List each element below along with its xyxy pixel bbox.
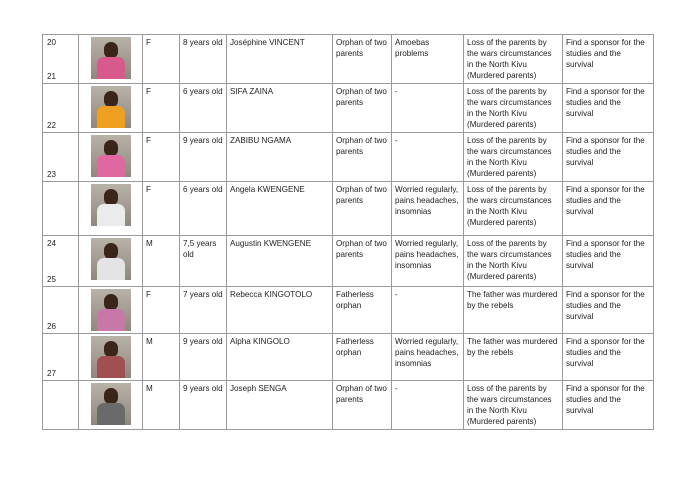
photo-cell xyxy=(79,35,143,84)
need-cell: Find a sponsor for the studies and the survival xyxy=(563,334,654,381)
cause-cell: Loss of the parents by the wars circumstances in the North Kivu (Murdered parents) xyxy=(464,35,563,84)
health-cell: - xyxy=(392,287,464,334)
child-photo-head xyxy=(104,91,118,107)
age-cell: 9 years old xyxy=(180,133,227,182)
orphans-table xyxy=(42,34,654,430)
name-cell: Angela KWENGENE xyxy=(227,182,333,236)
row-number-bottom: 23 xyxy=(47,170,57,179)
age-cell: 9 years old xyxy=(180,381,227,430)
age-cell: 9 years old xyxy=(180,334,227,381)
need-cell: Find a sponsor for the studies and the survival xyxy=(563,381,654,430)
row-number-bottom: 25 xyxy=(47,275,57,284)
need-cell: Find a sponsor for the studies and the survival xyxy=(563,182,654,236)
sex-cell: F xyxy=(143,133,180,182)
child-photo-head xyxy=(104,388,118,404)
sex-cell: M xyxy=(143,381,180,430)
health-cell: Worried regularly, pains headaches, insomnias xyxy=(392,236,464,287)
table-row xyxy=(43,35,654,84)
name-cell: Rebecca KINGOTOLO xyxy=(227,287,333,334)
child-photo-head xyxy=(104,243,118,259)
need-cell: Find a sponsor for the studies and the survival xyxy=(563,35,654,84)
table-row xyxy=(43,133,654,182)
row-number-cell xyxy=(43,84,79,133)
health-cell: - xyxy=(392,381,464,430)
sex-cell: F xyxy=(143,182,180,236)
name-cell: Joseph SENGA xyxy=(227,381,333,430)
photo-cell xyxy=(79,182,143,236)
orphan-status-cell: Orphan of two parents xyxy=(333,182,392,236)
cause-cell: Loss of the parents by the wars circumstances in the North Kivu (Murdered parents) xyxy=(464,84,563,133)
orphan-status-cell: Orphan of two parents xyxy=(333,236,392,287)
row-number-bottom: 26 xyxy=(47,322,57,331)
name-cell: Augustin KWENGENE xyxy=(227,236,333,287)
cause-cell: Loss of the parents by the wars circumstances in the North Kivu (Murdered parents) xyxy=(464,133,563,182)
child-photo xyxy=(91,86,131,128)
table-row xyxy=(43,334,654,381)
sex-cell: M xyxy=(143,236,180,287)
photo-cell xyxy=(79,381,143,430)
sex-cell: F xyxy=(143,287,180,334)
name-cell: SIFA ZAINA xyxy=(227,84,333,133)
need-cell: Find a sponsor for the studies and the survival xyxy=(563,133,654,182)
age-cell: 8 years old xyxy=(180,35,227,84)
row-number-cell xyxy=(43,35,79,84)
orphan-status-cell: Fatherless orphan xyxy=(333,287,392,334)
age-cell: 7,5 years old xyxy=(180,236,227,287)
name-cell: ZABIBU NGAMA xyxy=(227,133,333,182)
health-cell: - xyxy=(392,133,464,182)
need-cell: Find a sponsor for the studies and the survival xyxy=(563,84,654,133)
row-number-cell xyxy=(43,236,79,287)
child-photo-shirt xyxy=(97,309,125,331)
age-cell: 7 years old xyxy=(180,287,227,334)
table-row xyxy=(43,182,654,236)
child-photo-head xyxy=(104,294,118,310)
orphan-status-cell: Orphan of two parents xyxy=(333,381,392,430)
child-photo xyxy=(91,238,131,280)
child-photo-head xyxy=(104,341,118,357)
table-row xyxy=(43,381,654,430)
child-photo xyxy=(91,289,131,331)
orphan-status-cell: Orphan of two parents xyxy=(333,35,392,84)
age-cell: 6 years old xyxy=(180,84,227,133)
cause-cell: Loss of the parents by the wars circumstances in the North Kivu (Murdered parents) xyxy=(464,381,563,430)
child-photo-shirt xyxy=(97,106,125,128)
table-row xyxy=(43,236,654,287)
health-cell: - xyxy=(392,84,464,133)
child-photo-head xyxy=(104,140,118,156)
row-number-cell xyxy=(43,287,79,334)
cause-cell: The father was murdered by the rebels xyxy=(464,287,563,334)
photo-cell xyxy=(79,334,143,381)
health-cell: Worried regularly, pains headaches, insomnias xyxy=(392,182,464,236)
child-photo xyxy=(91,135,131,177)
cause-cell: Loss of the parents by the wars circumstances in the North Kivu (Murdered parents) xyxy=(464,236,563,287)
child-photo xyxy=(91,184,131,226)
child-photo-shirt xyxy=(97,155,125,177)
child-photo-shirt xyxy=(97,356,125,378)
health-cell: Amoebas problems xyxy=(392,35,464,84)
row-number-top: 24 xyxy=(47,239,57,248)
sex-cell: M xyxy=(143,334,180,381)
child-photo-shirt xyxy=(97,258,125,280)
child-photo-shirt xyxy=(97,204,125,226)
sex-cell: F xyxy=(143,84,180,133)
child-photo xyxy=(91,37,131,79)
row-number-bottom: 27 xyxy=(47,369,57,378)
cause-cell: The father was murdered by the rebels xyxy=(464,334,563,381)
sex-cell: F xyxy=(143,35,180,84)
table-row xyxy=(43,84,654,133)
health-cell: Worried regularly, pains headaches, insomnias xyxy=(392,334,464,381)
photo-cell xyxy=(79,133,143,182)
row-number-cell xyxy=(43,133,79,182)
need-cell: Find a sponsor for the studies and the survival xyxy=(563,287,654,334)
row-number-cell xyxy=(43,182,79,236)
row-number-bottom: 22 xyxy=(47,121,57,130)
age-cell: 6 years old xyxy=(180,182,227,236)
row-number-cell xyxy=(43,381,79,430)
name-cell: Alpha KINGOLO xyxy=(227,334,333,381)
orphan-status-cell: Orphan of two parents xyxy=(333,84,392,133)
name-cell: Joséphine VINCENT xyxy=(227,35,333,84)
photo-cell xyxy=(79,287,143,334)
orphan-status-cell: Orphan of two parents xyxy=(333,133,392,182)
row-number-bottom: 21 xyxy=(47,72,57,81)
table-row xyxy=(43,287,654,334)
photo-cell xyxy=(79,236,143,287)
need-cell: Find a sponsor for the studies and the survival xyxy=(563,236,654,287)
child-photo xyxy=(91,336,131,378)
child-photo-head xyxy=(104,42,118,58)
cause-cell: Loss of the parents by the wars circumstances in the North Kivu (Murdered parents) xyxy=(464,182,563,236)
row-number-top: 20 xyxy=(47,38,57,47)
photo-cell xyxy=(79,84,143,133)
child-photo xyxy=(91,383,131,425)
row-number-cell xyxy=(43,334,79,381)
child-photo-shirt xyxy=(97,403,125,425)
child-photo-head xyxy=(104,189,118,205)
child-photo-shirt xyxy=(97,57,125,79)
orphan-status-cell: Fatherless orphan xyxy=(333,334,392,381)
